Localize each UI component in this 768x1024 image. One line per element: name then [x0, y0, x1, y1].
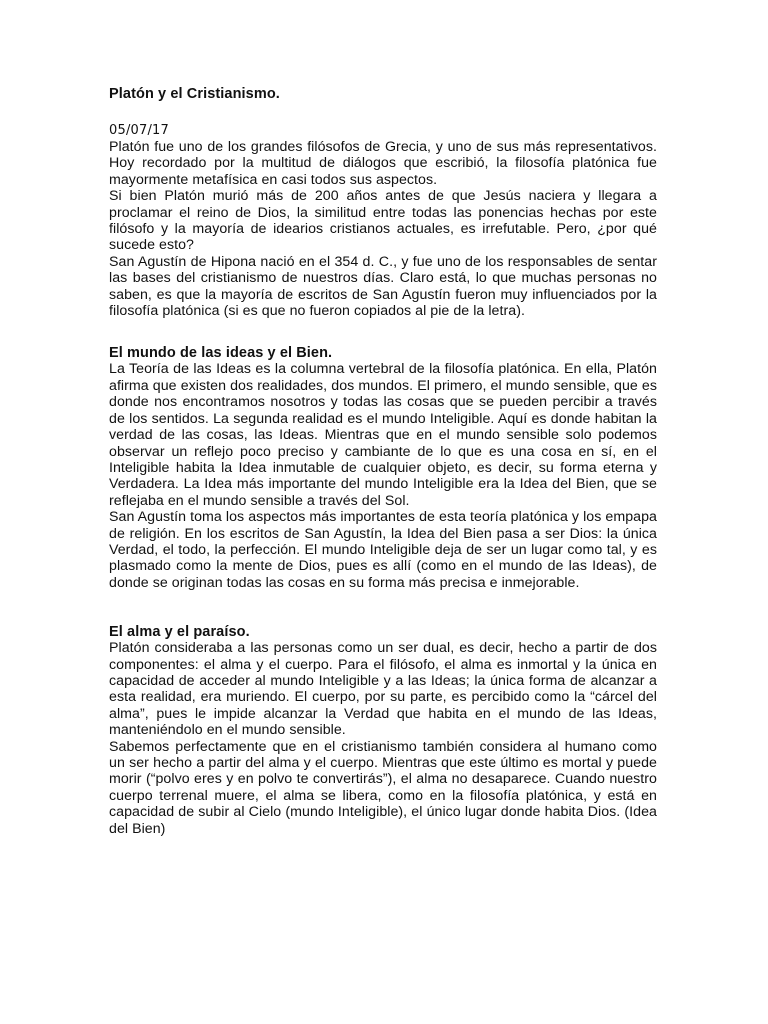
section-heading: El mundo de las ideas y el Bien. — [109, 345, 333, 362]
section-alma-paraiso — [109, 624, 657, 837]
document-title: Platón y el Cristianismo. — [109, 86, 280, 102]
section-mundo-ideas — [109, 345, 657, 591]
intro-paragraph: Si bien Platón murió más de 200 años antes de que Jesús naciera y llegara a proclamar el reino de Dios, la similitud entre todas las ponencias hechas por este filósofo y la mayoría de idearios cristianos actuales, es irrefutable. Pero, ¿por qué sucede esto? — [109, 188, 657, 254]
intro-paragraph: San Agustín de Hipona nació en el 354 d. C., y fue uno de los responsables de sentar las bases del cristianismo de nuestros días. Claro está, lo que muchas personas no saben, es que la mayoría de escritos de San Agustín fueron muy influenciados por la filosofía platónica (si es que no fueron copiados al pie de la letra). — [109, 253, 657, 320]
section-paragraph: La Teoría de las Ideas es la columna vertebral de la filosofía platónica. En ella, Platón afirma que existen dos realidades, dos mundos. El primero, el mundo sensible, que es donde nos encontramos nosotros y todas las cosas que se pueden percibir a través de los sentidos. La segunda realidad es el mundo Inteligible. Aquí es donde habitan la verdad de las cosas, las Ideas. Mientras que en el mundo sensible solo podemos observar un reflejo poco preciso y cambiante de lo que es una cosa en sí, en el Inteligible habita la Idea inmutable de cualquier objeto, es decir, su forma eterna y Verdadera. La Idea más importante del mundo Inteligible era la Idea del Bien, que se reflejaba en el mundo sensible a través del Sol. — [109, 361, 657, 509]
section-paragraph: Platón consideraba a las personas como un ser dual, es decir, hecho a partir de dos componentes: el alma y el cuerpo. Para el filósofo, el alma es inmortal y la única en capacidad de acceder al mundo Inteligible y a las Ideas; la única forma de alcanzar a esta realidad, era muriendo. El cuerpo, por su parte, es percibido como la “cárcel del alma”, pues le impide alcanzar la Verdad que habita en el mundo de las Ideas, manteniéndolo en el mundo sensible. — [109, 640, 657, 739]
document-date: 05/07/17 — [109, 123, 169, 138]
section-paragraph: Sabemos perfectamente que en el cristianismo también considera al humano como un ser hecho a partir del alma y el cuerpo. Mientras que este último es mortal y puede morir (“polvo eres y en polvo te convertirás”), el alma no desaparece. Cuando nuestro cuerpo terrenal muere, el alma se libera, como en la filosofía platónica, y está en capacidad de subir al Cielo (mundo Inteligible), el único lugar donde habita Dios. (Idea del Bien) — [109, 738, 657, 837]
document-page — [109, 86, 657, 837]
section-heading: El alma y el paraíso. — [109, 624, 250, 641]
section-paragraph: San Agustín toma los aspectos más importantes de esta teoría platónica y los empapa de religión. En los escritos de San Agustín, la Idea del Bien pasa a ser Dios: la única Verdad, el todo, la perfección. El mundo Inteligible deja de ser un lugar como tal, y es plasmado como la mente de Dios, pues es allí (como en el mundo de las Ideas), de donde se originan todas las cosas en su forma más precisa e inmejorable. — [109, 509, 657, 591]
intro-paragraph: Platón fue uno de los grandes filósofos de Grecia, y uno de sus más representativos. Hoy recordado por la multitud de diálogos que escribió, la filosofía platónica fue mayormente metafísica en casi todos sus aspectos. — [109, 139, 657, 188]
